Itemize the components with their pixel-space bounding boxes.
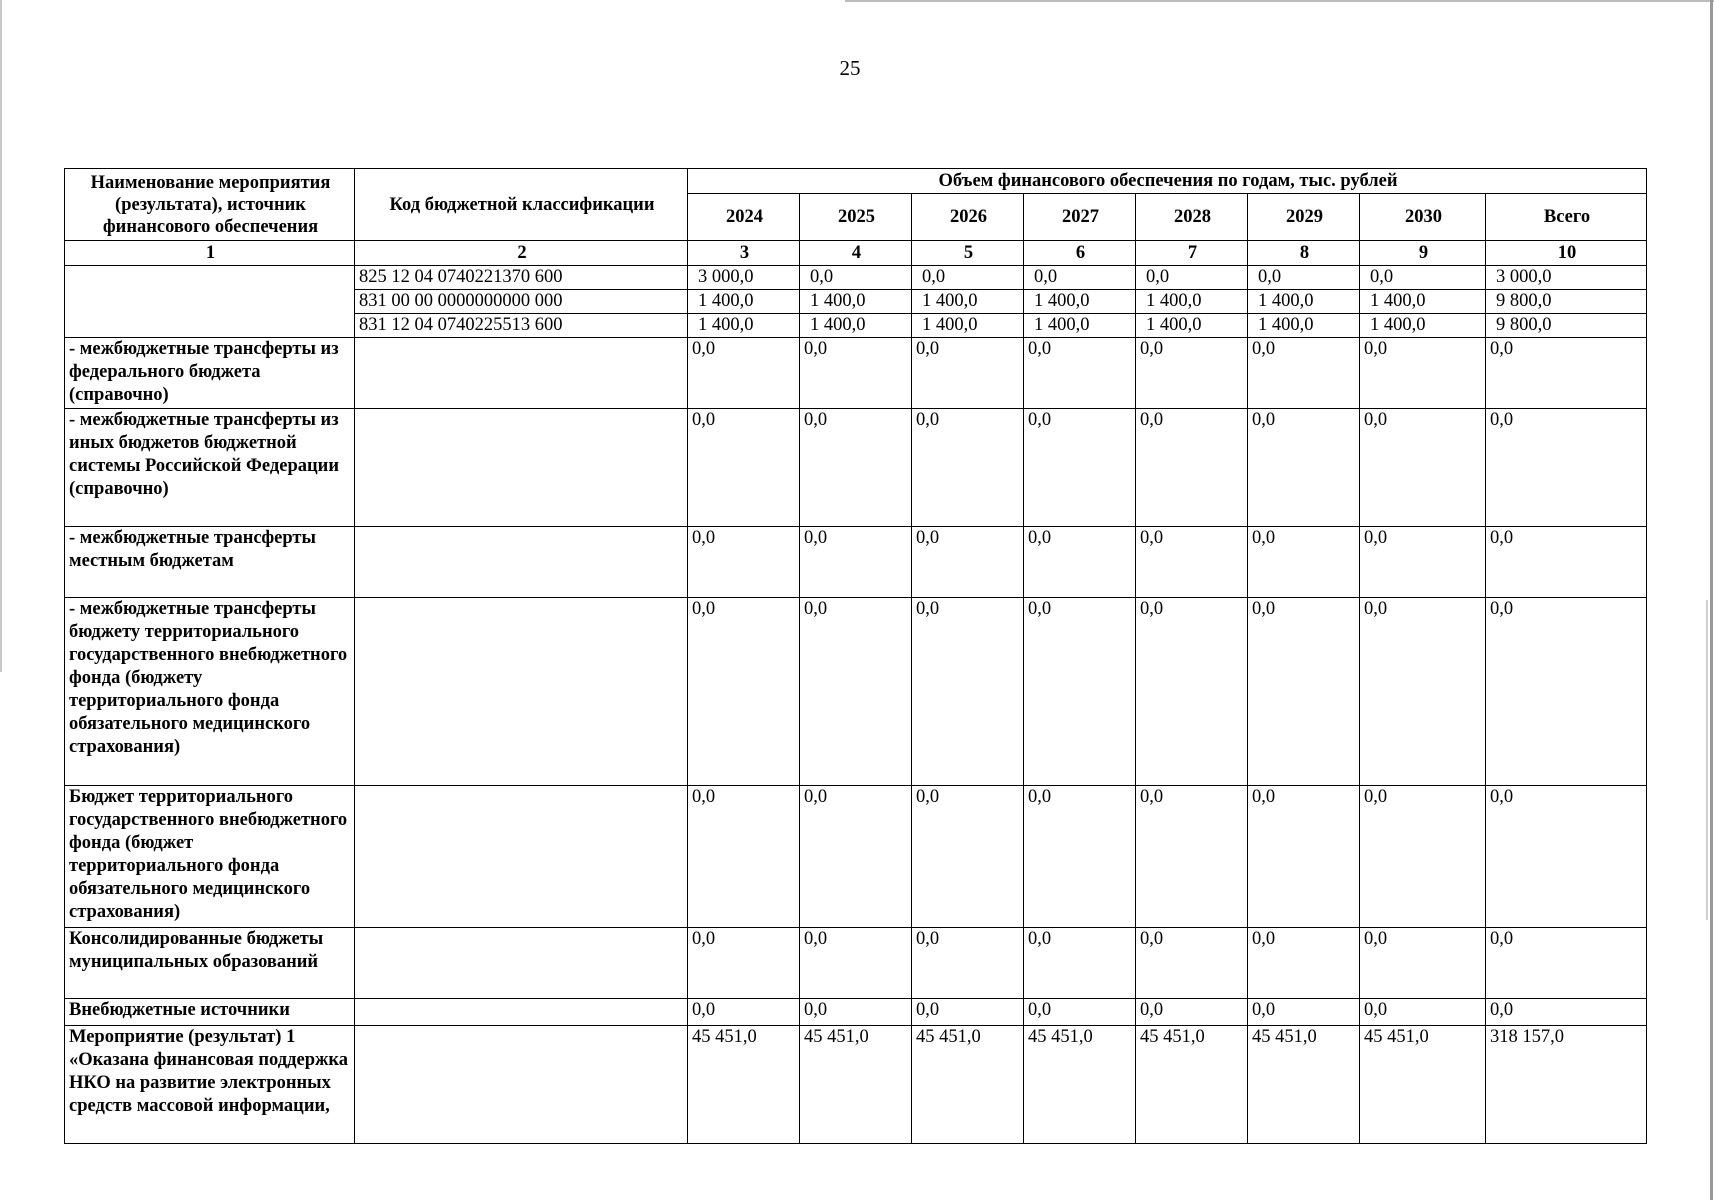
value-cell: 0,0 [1248, 786, 1360, 928]
header-year: 2027 [1024, 194, 1136, 241]
row-name: Внебюджетные источники [65, 999, 355, 1026]
value-cell: 0,0 [1136, 598, 1248, 786]
value-cell: 45 451,0 [1024, 1026, 1136, 1144]
value-cell: 0,0 [1136, 928, 1248, 999]
row-name: - межбюджетные трансферты из иных бюджетов бюджетной системы Российской Федерации (справочно) [65, 409, 355, 527]
total-cell: 0,0 [1486, 338, 1647, 409]
column-number: 3 [688, 241, 800, 266]
value-cell: 1 400,0 [912, 314, 1024, 338]
value-cell: 1 400,0 [1024, 290, 1136, 314]
scan-edge-right-inner [1706, 600, 1708, 920]
table-row [65, 1026, 1647, 1144]
value-cell: 0,0 [1024, 598, 1136, 786]
value-cell: 0,0 [1248, 409, 1360, 527]
value-cell: 0,0 [800, 409, 912, 527]
value-cell: 0,0 [912, 527, 1024, 598]
value-cell: 45 451,0 [800, 1026, 912, 1144]
value-cell: 45 451,0 [1248, 1026, 1360, 1144]
row-name-empty [65, 266, 355, 338]
scan-edge-left [0, 0, 2, 672]
value-cell: 0,0 [688, 527, 800, 598]
value-cell: 0,0 [688, 999, 800, 1026]
value-cell: 0,0 [800, 266, 912, 290]
value-cell: 45 451,0 [1360, 1026, 1486, 1144]
value-cell: 1 400,0 [1136, 290, 1248, 314]
row-name: - межбюджетные трансферты бюджету территориального государственного внебюджетного фонда (бюджету территориального фонда обязательного медицинского страхования) [65, 598, 355, 786]
header-year: 2026 [912, 194, 1024, 241]
budget-code: 831 00 00 0000000000 000 [355, 290, 688, 314]
value-cell: 0,0 [1248, 266, 1360, 290]
value-cell: 0,0 [912, 409, 1024, 527]
value-cell: 0,0 [688, 409, 800, 527]
value-cell: 0,0 [1136, 409, 1248, 527]
value-cell: 0,0 [1136, 786, 1248, 928]
value-cell: 0,0 [1360, 598, 1486, 786]
value-cell: 0,0 [1136, 999, 1248, 1026]
total-cell: 0,0 [1486, 409, 1647, 527]
value-cell: 0,0 [912, 338, 1024, 409]
total-cell: 0,0 [1486, 786, 1647, 928]
value-cell: 0,0 [1024, 999, 1136, 1026]
value-cell: 0,0 [1024, 409, 1136, 527]
value-cell: 0,0 [800, 338, 912, 409]
value-cell: 1 400,0 [800, 290, 912, 314]
value-cell: 1 400,0 [1360, 314, 1486, 338]
financing-table [64, 168, 1647, 1144]
value-cell: 0,0 [912, 999, 1024, 1026]
value-cell: 0,0 [1024, 266, 1136, 290]
budget-code: 825 12 04 0740221370 600 [355, 266, 688, 290]
table-row [65, 338, 1647, 409]
budget-code [355, 598, 688, 786]
value-cell: 0,0 [1360, 527, 1486, 598]
budget-code [355, 338, 688, 409]
value-cell: 0,0 [1024, 338, 1136, 409]
row-name: - межбюджетные трансферты из федерального бюджета (справочно) [65, 338, 355, 409]
value-cell: 0,0 [1360, 999, 1486, 1026]
value-cell: 0,0 [688, 338, 800, 409]
value-cell: 0,0 [1360, 928, 1486, 999]
value-cell: 1 400,0 [1024, 314, 1136, 338]
value-cell: 0,0 [688, 786, 800, 928]
table-row [65, 999, 1647, 1026]
value-cell: 1 400,0 [1136, 314, 1248, 338]
value-cell: 0,0 [1136, 266, 1248, 290]
value-cell: 0,0 [800, 928, 912, 999]
value-cell: 1 400,0 [688, 314, 800, 338]
header-year: 2028 [1136, 194, 1248, 241]
value-cell: 1 400,0 [688, 290, 800, 314]
header-year: 2029 [1248, 194, 1360, 241]
header-code: Код бюджетной классификации [355, 169, 688, 241]
header-name: Наименование мероприятия (результата), источник финансового обеспечения [65, 169, 355, 241]
budget-code [355, 928, 688, 999]
value-cell: 0,0 [912, 598, 1024, 786]
budget-code [355, 999, 688, 1026]
value-cell: 0,0 [1136, 527, 1248, 598]
header-row [65, 169, 1647, 194]
total-cell: 0,0 [1486, 598, 1647, 786]
total-cell: 9 800,0 [1486, 290, 1647, 314]
column-number: 8 [1248, 241, 1360, 266]
header-volume: Объем финансового обеспечения по годам, тыс. рублей [688, 169, 1647, 194]
value-cell: 0,0 [1024, 786, 1136, 928]
value-cell: 0,0 [688, 598, 800, 786]
header-year: 2024 [688, 194, 800, 241]
value-cell: 0,0 [688, 928, 800, 999]
column-number: 4 [800, 241, 912, 266]
scan-edge-top [845, 0, 1714, 2]
column-number: 1 [65, 241, 355, 266]
total-cell: 3 000,0 [1486, 266, 1647, 290]
value-cell: 0,0 [1360, 338, 1486, 409]
column-number: 5 [912, 241, 1024, 266]
value-cell: 45 451,0 [1136, 1026, 1248, 1144]
row-name: Мероприятие (результат) 1 «Оказана финансовая поддержка НКО на развитие электронных средств массовой информации, [65, 1026, 355, 1144]
value-cell: 0,0 [912, 266, 1024, 290]
column-number: 10 [1486, 241, 1647, 266]
value-cell: 0,0 [800, 527, 912, 598]
table-row [65, 527, 1647, 598]
value-cell: 3 000,0 [688, 266, 800, 290]
value-cell: 0,0 [800, 598, 912, 786]
scan-edge-right [1710, 0, 1713, 1200]
value-cell: 0,0 [800, 999, 912, 1026]
row-name: Бюджет территориального государственного внебюджетного фонда (бюджет территориального фонда обязательного медицинского страхования) [65, 786, 355, 928]
value-cell: 0,0 [1360, 409, 1486, 527]
value-cell: 0,0 [1024, 928, 1136, 999]
page-number: 25 [839, 56, 861, 80]
value-cell: 0,0 [1360, 266, 1486, 290]
value-cell: 0,0 [1248, 598, 1360, 786]
value-cell: 0,0 [1248, 527, 1360, 598]
value-cell: 0,0 [912, 928, 1024, 999]
table-row [65, 266, 1647, 290]
budget-code [355, 527, 688, 598]
total-cell: 9 800,0 [1486, 314, 1647, 338]
column-number: 6 [1024, 241, 1136, 266]
value-cell: 0,0 [912, 786, 1024, 928]
header-total: Всего [1486, 194, 1647, 241]
value-cell: 1 400,0 [1360, 290, 1486, 314]
value-cell: 45 451,0 [688, 1026, 800, 1144]
row-name: Консолидированные бюджеты муниципальных образований [65, 928, 355, 999]
value-cell: 0,0 [1248, 338, 1360, 409]
value-cell: 0,0 [1248, 928, 1360, 999]
table-row [65, 598, 1647, 786]
total-cell: 0,0 [1486, 928, 1647, 999]
budget-code [355, 786, 688, 928]
total-cell: 0,0 [1486, 999, 1647, 1026]
value-cell: 0,0 [800, 786, 912, 928]
column-numbers-row [65, 241, 1647, 266]
value-cell: 0,0 [1136, 338, 1248, 409]
total-cell: 0,0 [1486, 527, 1647, 598]
budget-code [355, 409, 688, 527]
value-cell: 0,0 [1024, 527, 1136, 598]
header-year: 2030 [1360, 194, 1486, 241]
value-cell: 1 400,0 [1248, 314, 1360, 338]
value-cell: 1 400,0 [800, 314, 912, 338]
table-row [65, 409, 1647, 527]
total-cell: 318 157,0 [1486, 1026, 1647, 1144]
column-number: 9 [1360, 241, 1486, 266]
column-number: 7 [1136, 241, 1248, 266]
value-cell: 1 400,0 [912, 290, 1024, 314]
value-cell: 0,0 [1360, 786, 1486, 928]
header-year: 2025 [800, 194, 912, 241]
value-cell: 45 451,0 [912, 1026, 1024, 1144]
budget-code [355, 1026, 688, 1144]
value-cell: 1 400,0 [1248, 290, 1360, 314]
value-cell: 0,0 [1248, 999, 1360, 1026]
budget-code: 831 12 04 0740225513 600 [355, 314, 688, 338]
table-row [65, 786, 1647, 928]
row-name: - межбюджетные трансферты местным бюджетам [65, 527, 355, 598]
column-number: 2 [355, 241, 688, 266]
table-row [65, 928, 1647, 999]
